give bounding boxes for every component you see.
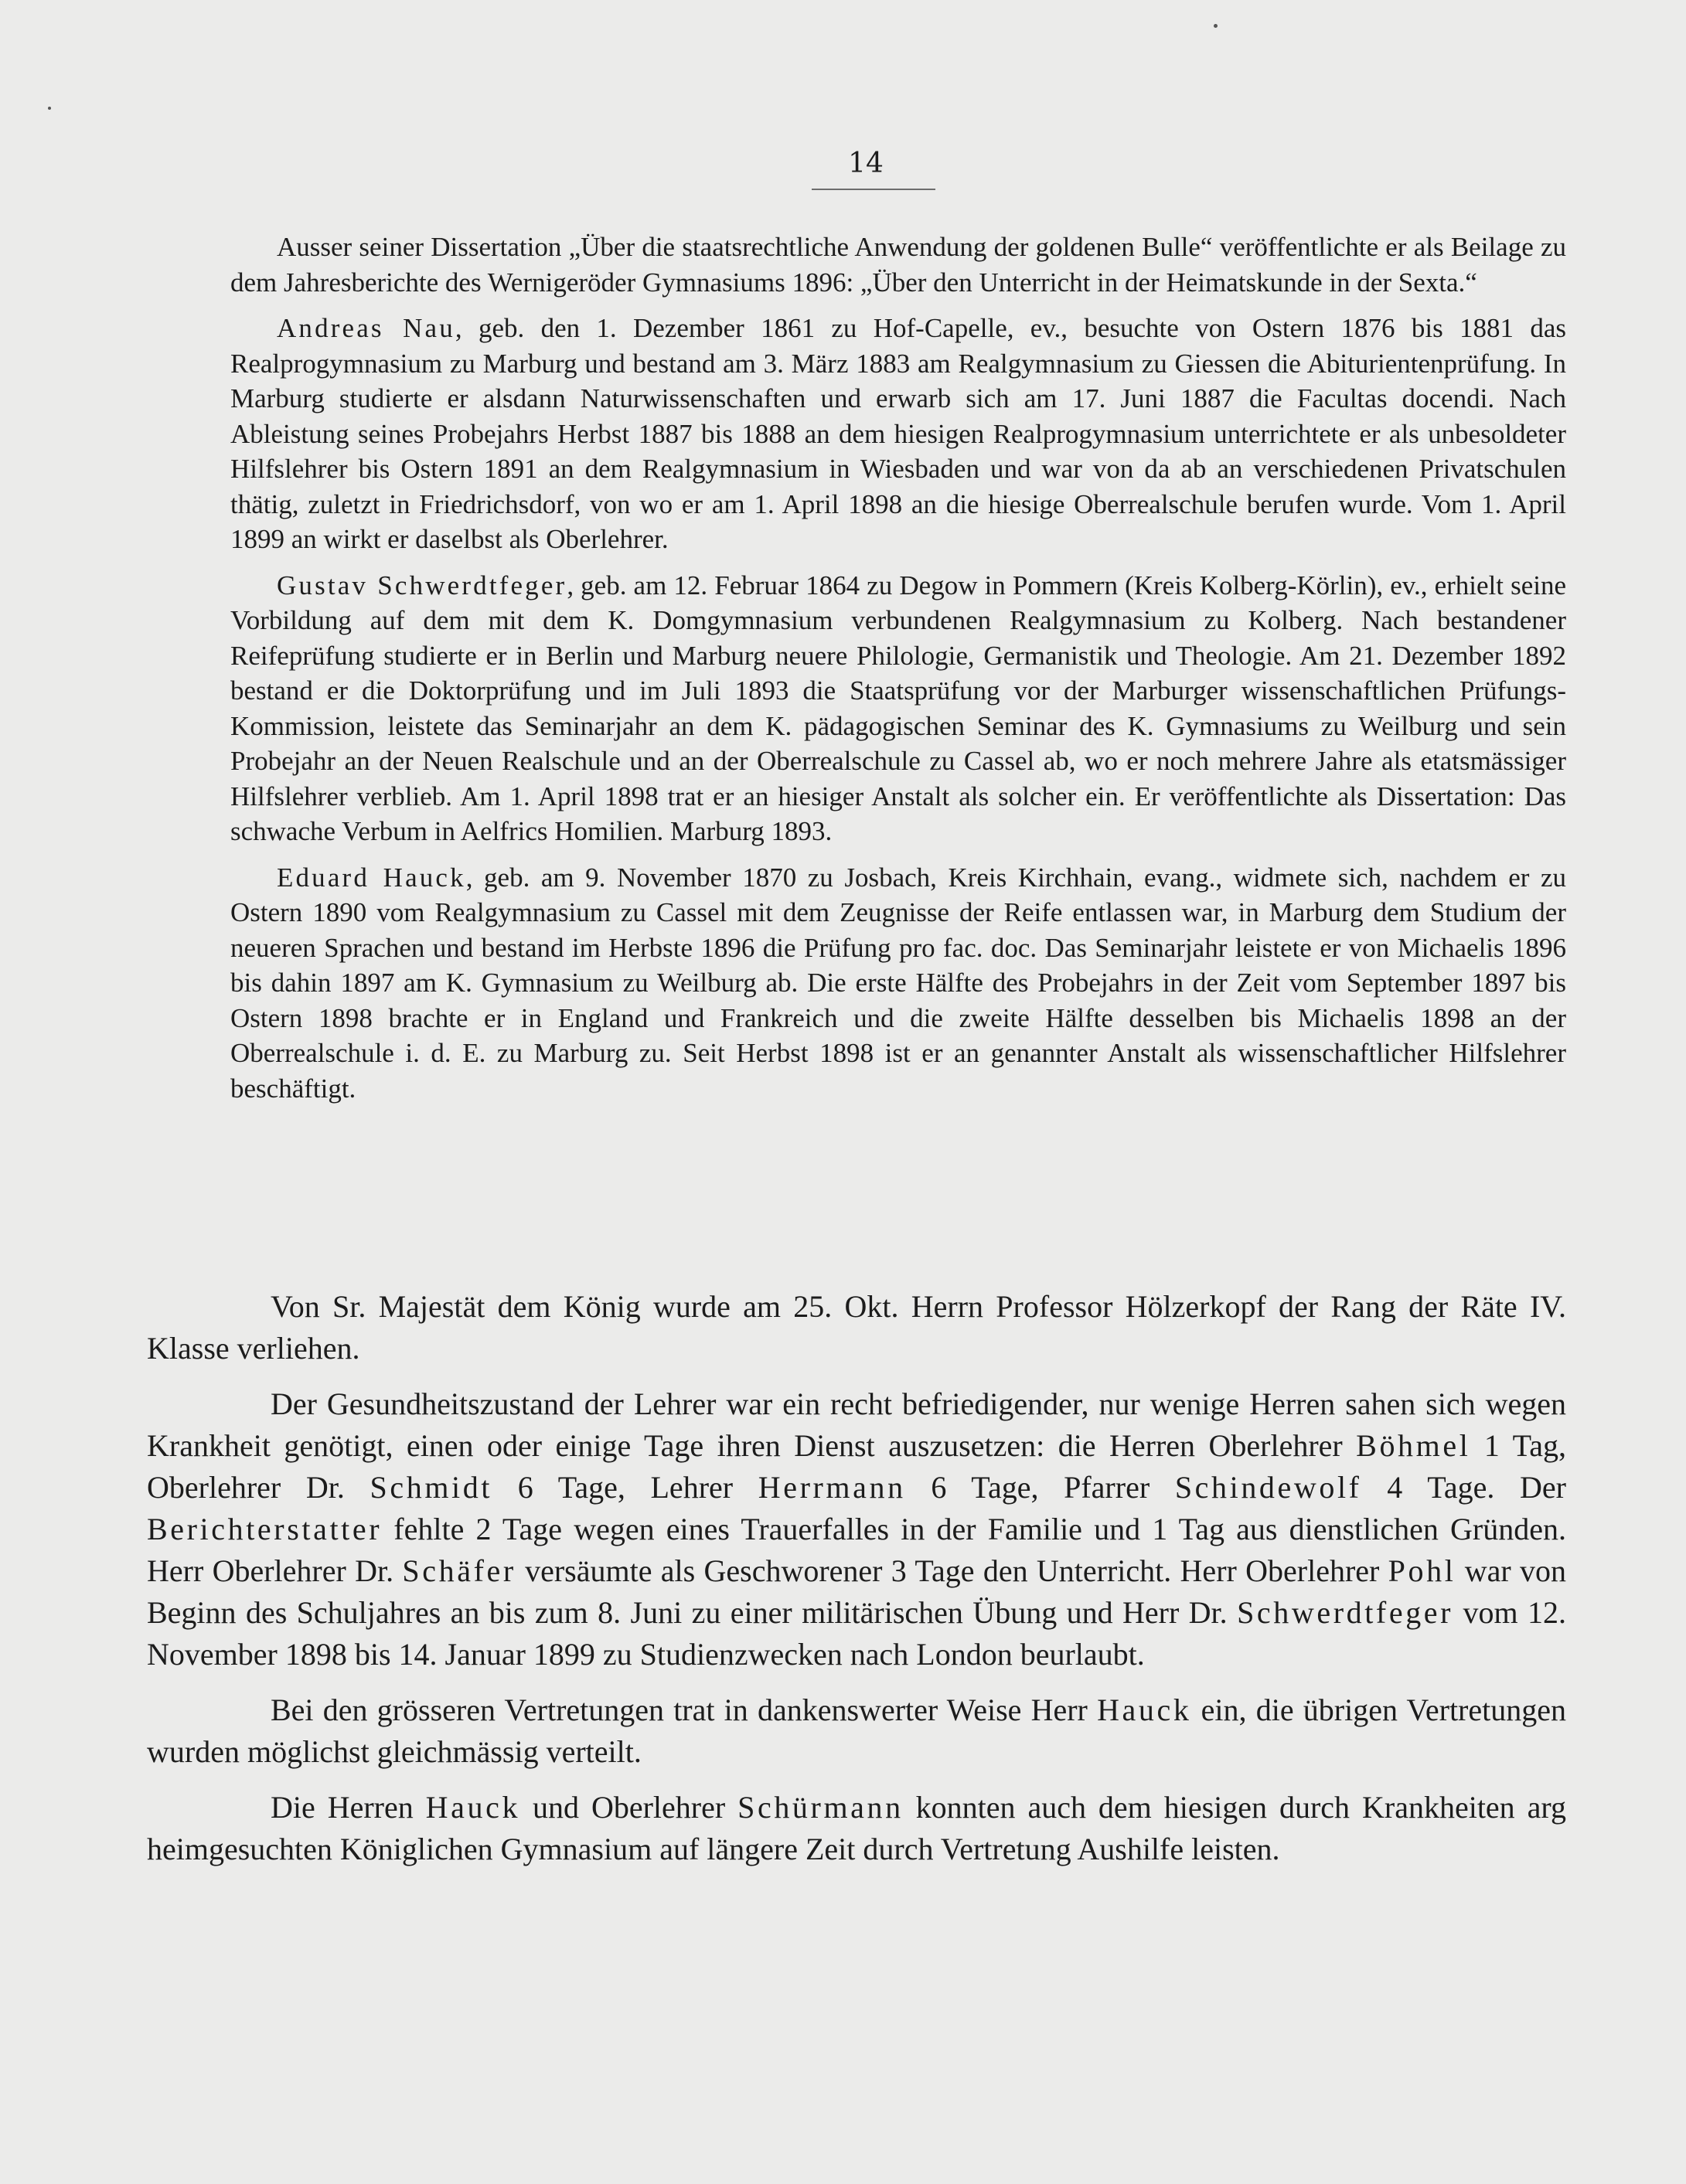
text-segment: 6 Tage, Pfarrer [905,1470,1175,1505]
person-name: Andreas Nau [277,313,455,343]
person-name: Schwerdtfeger [1237,1595,1454,1630]
paper-speck [48,107,51,110]
person-name: Schindewolf [1174,1470,1362,1505]
paragraph-honor: Von Sr. Majestät dem König wurde am 25. Okt. Herrn Professor Hölzerkopf der Rang der Räte IV. Klasse verliehen. [147,1289,1566,1366]
report-section [147,1286,1566,1884]
text-segment: 6 Tage, Lehrer [492,1470,758,1505]
paragraph-dissertation: Ausser seiner Dissertation „Über die staatsrechtliche Anwendung der goldenen Bulle“ veröffentlichte er als Beilage zu dem Jahresberichte des Wernigeröder Gymnasiums 1896: „Über den Unterricht in der Heimatskunde in der Sexta.“ [230,232,1566,298]
paragraph-aid [147,1787,1566,1870]
text-segment: Der Gesundheitszustand der Lehrer war ein recht befriedigender, nur wenige Herren sahen sich wegen Krankheit genötigt, einen oder einige Tage ihren Dienst auszusetzen: die Herren Oberlehrer [147,1386,1566,1463]
person-name: Herrmann [758,1470,906,1505]
text-segment: 1 Tag, Oberlehrer Dr. [147,1428,1567,1505]
paragraph-substitutions [147,1689,1566,1773]
text-segment: Bei den grösseren Vertretungen trat in dankenswerter Weise Herr [271,1692,1098,1727]
person-name: Pohl [1388,1553,1456,1588]
biography-section [230,230,1566,1117]
person-name: Schmidt [370,1470,493,1505]
person-name: Hauck [425,1790,521,1825]
person-name: Gustav Schwerdtfeger [277,570,567,600]
text-segment: Die Herren [271,1790,426,1825]
paper-speck [1214,24,1218,28]
paragraph-text: , geb. am 12. Februar 1864 zu Degow in Pommern (Kreis Kolberg-Körlin), ev., erhielt seine Vorbildung auf dem mit dem K. Domgymnasium verbundenen Realgymnasium zu Kolberg. Nach bestandener Reifeprüfung studierte er in Berlin und Marburg neuere Philologie, Germanistik und Theologie. Am 21. Dezember 1892 bestand er die Doktorprüfung und im Juli 1893 die Staatsprüfung vor der Marburger wissenschaftlichen Prüfungs-Kommission, leistete das Seminarjahr an dem K. pädagogischen Seminar des K. Gymnasiums zu Weilburg und sein Probejahr an der Neuen Realschule und an der Oberrealschule zu Cassel ab, wo er noch mehrere Jahre als etatsmässiger Hilfslehrer verblieb. Am 1. April 1898 trat er an hiesiger Anstalt als solcher ein. Er veröffentlichte als Dissertation: Das schwache Verbum in Aelfrics Homilien. Marburg 1893. [230,570,1566,846]
text-segment: und Oberlehrer [520,1790,738,1825]
paragraph-nau [230,311,1566,557]
person-name: Schäfer [402,1553,516,1588]
paragraph-hauck [230,860,1566,1107]
person-name: Eduard Hauck [277,862,466,893]
person-name: Hauck [1097,1692,1192,1727]
text-segment: versäumte als Geschworener 3 Tage den Unterricht. Herr Oberlehrer [516,1553,1388,1588]
text-segment: fehlte 2 Tage wegen eines Trauerfalles in der Familie und 1 Tag aus dienstlichen Gründen. Herr Oberlehrer Dr. [147,1512,1566,1588]
paragraph-schwerdtfeger [230,568,1566,849]
person-name: Böhmel [1356,1428,1471,1463]
person-name: Schürmann [737,1790,904,1825]
text-segment: war von Beginn des Schuljahres an bis zum 8. Juni zu einer militärischen Übung und Herr Dr. [147,1553,1566,1630]
paragraph-text: , geb. den 1. Dezember 1861 zu Hof-Capelle, ev., besuchte von Ostern 1876 bis 1881 das Realprogymnasium zu Marburg und bestand am 3. März 1883 am Realgymnasium zu Giessen die Abiturientenprüfung. In Marburg studierte er alsdann Naturwissenschaften und erwarb sich am 17. Juni 1887 die Facultas docendi. Nach Ableistung seines Probejahrs Herbst 1887 bis 1888 an dem hiesigen Realprogymnasium unterrichtete er als unbesoldeter Hilfslehrer bis Ostern 1891 an dem Realgymnasium in Wiesbaden und war von da ab an verschiedenen Privatschulen thätig, zuletzt in Friedrichsdorf, von wo er am 1. April 1898 an die hiesige Oberrealschule berufen wurde. Vom 1. April 1899 an wirkt er daselbst als Oberlehrer. [230,313,1566,554]
text-segment: 4 Tage. Der [1361,1470,1566,1505]
text-segment: konnten auch dem hiesigen durch Krankheiten arg heimgesuchten Königlichen Gymnasium auf längere Zeit durch Vertretung Aushilfe leisten. [147,1790,1566,1866]
paragraph-health [147,1383,1566,1675]
text-segment: vom 12. November 1898 bis 14. Januar 1899 zu Studienzwecken nach London beurlaubt. [147,1595,1566,1672]
text-segment: ein, die übrigen Vertretungen wurden möglichst gleichmässig verteilt. [147,1692,1566,1769]
page-number-rule [812,189,935,190]
paragraph-text: , geb. am 9. November 1870 zu Josbach, Kreis Kirchhain, evang., widmete sich, nachdem er zu Ostern 1890 vom Realgymnasium zu Cassel mit dem Zeugnisse der Reife entlassen war, in Marburg dem Studium der neueren Sprachen und bestand im Herbste 1896 die Prüfung pro fac. doc. Das Seminarjahr leistete er von Michaelis 1896 bis dahin 1897 am K. Gymnasium zu Weilburg ab. Die erste Hälfte des Probejahrs in der Zeit vom September 1897 bis Ostern 1898 brachte er in England und Frankreich und die zweite Hälfte desselben bis Michaelis 1898 an der Oberrealschule i. d. E. zu Marburg zu. Seit Herbst 1898 ist er an genannter Anstalt als wissenschaftlicher Hilfslehrer beschäftigt. [230,862,1566,1104]
page-number: 14 [848,148,884,179]
person-name: Berichterstatter [147,1512,383,1546]
